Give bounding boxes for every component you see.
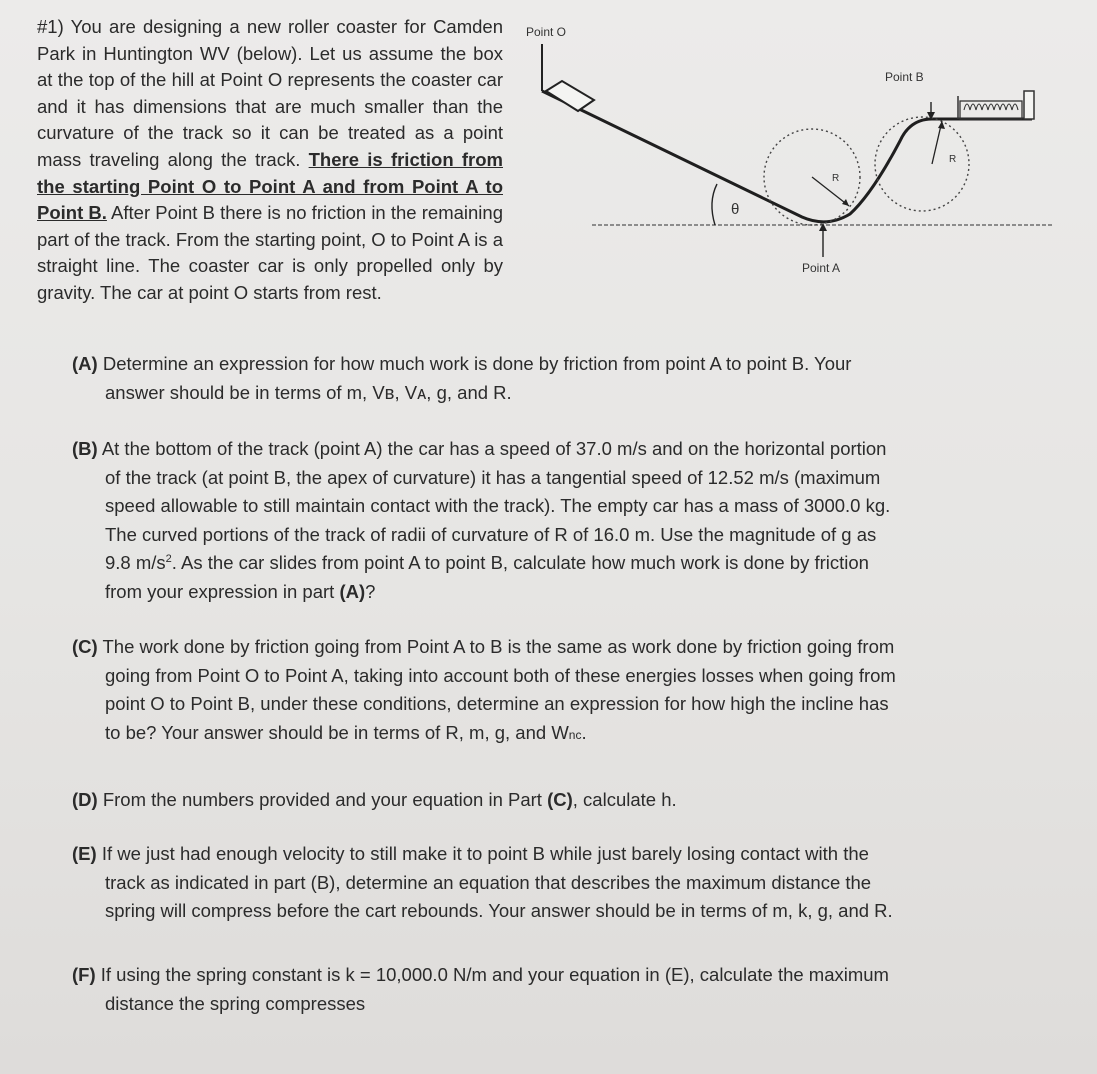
- gravity-exponent: 2: [165, 553, 172, 566]
- question-a-label: (A): [72, 353, 98, 374]
- question-c-line3: point O to Point B, under these conditions, determine an expression for how high the incline has: [105, 693, 889, 715]
- question-c-line1: The work done by friction going from Point A to B is the same as work done by friction going from: [102, 636, 895, 657]
- question-c: [72, 633, 1042, 749]
- question-b-line1: At the bottom of the track (point A) the car has a speed of 37.0 m/s and on the horizontal portion: [101, 438, 887, 459]
- question-b: [72, 435, 1042, 607]
- question-c-line2: going from Point O to Point A, taking into account both of these energies losses when going from: [105, 664, 896, 686]
- question-e-label: (E): [72, 843, 97, 864]
- question-c-subscript: nc: [568, 727, 582, 742]
- question-d-ref: (C): [547, 789, 573, 810]
- label-theta: θ: [731, 201, 740, 218]
- intro-friction-statement: There is friction from the starting Point O to Point A and from Point A to Point B.: [37, 148, 503, 224]
- label-radius-b: R: [949, 154, 957, 165]
- problem-intro: [37, 14, 503, 307]
- question-f-label: (F): [72, 964, 96, 985]
- radius-arrowhead-b: [938, 121, 945, 129]
- intro-text-1: #1) You are designing a new roller coaster for Camden Park in Huntington WV (below). Let us assume the box at the top of the hill at Point O represents the coaster car and it has dimensions that are much smaller than the curvature of the track so it can be treated as a point mass traveling along the track.: [37, 16, 503, 170]
- question-b-ref: (A): [339, 580, 366, 602]
- question-f: [72, 961, 1042, 1018]
- question-b-line3: speed allowable to still maintain contact with the track). The empty car has a mass of 3000.0 kg.: [105, 495, 891, 517]
- question-b-end: ?: [365, 580, 376, 602]
- radius-arrowhead-a: [842, 199, 849, 206]
- spring: [964, 104, 1018, 110]
- question-a-line1: Determine an expression for how much work is done by friction from point A to point B. Your: [102, 353, 852, 374]
- question-e-line1: If we just had enough velocity to still make it to point B while just barely losing contact with the: [101, 843, 869, 864]
- question-d-label: (D): [72, 789, 98, 810]
- question-b-line5: . As the car slides from point A to point B, calculate how much work is done by friction: [171, 552, 869, 574]
- label-radius-a: R: [832, 173, 840, 184]
- question-e-line2: track as indicated in part (B), determine an equation that describes the maximum distance the: [105, 871, 872, 893]
- question-c-line4: to be? Your answer should be in terms of R, m, g, and W: [105, 721, 569, 743]
- diagram-svg: [512, 14, 1060, 299]
- question-b-line4: The curved portions of the track of radii of curvature of R of 16.0 m. Use the magnitude of g as: [105, 523, 877, 545]
- spring-wall: [1024, 91, 1034, 119]
- question-b-line6: from your expression in part: [105, 580, 340, 602]
- question-a-line2: answer should be in terms of m, Vʙ, Vᴀ, g, and R.: [105, 381, 512, 403]
- question-f-line1: If using the spring constant is k = 10,000.0 N/m and your equation in (E), calculate the maximum: [100, 964, 889, 985]
- point-a-pointer-head: [819, 223, 827, 231]
- question-d-line1: From the numbers provided and your equation in Part: [102, 789, 548, 810]
- question-e: [72, 840, 1042, 926]
- question-d: [72, 786, 1042, 815]
- label-point-a: Point A: [802, 261, 841, 275]
- question-c-label: (C): [72, 636, 98, 657]
- question-a: [72, 350, 1042, 407]
- question-b-line2: of the track (at point B, the apex of curvature) it has a tangential speed of 12.52 m/s (maximum: [105, 466, 881, 488]
- theta-arc: [712, 184, 717, 225]
- question-c-end: .: [581, 721, 587, 743]
- question-f-line2: distance the spring compresses: [105, 992, 366, 1014]
- gravity-value: 9.8 m/s: [105, 552, 166, 574]
- coaster-car: [546, 81, 594, 111]
- label-point-b: Point B: [885, 70, 924, 84]
- question-d-end: , calculate h.: [572, 789, 677, 810]
- label-point-o: Point O: [526, 25, 567, 39]
- question-e-line3: spring will compress before the cart rebounds. Your answer should be in terms of m, k, g, and R.: [105, 900, 893, 922]
- roller-coaster-diagram: [512, 14, 1060, 299]
- intro-text-2: After Point B there is no friction in the remaining part of the track. From the starting point, O to Point A is a straight line. The coaster car is only propelled only by gravity. The car at point O starts from rest.: [37, 202, 503, 303]
- radius-arrow-a: [812, 177, 849, 206]
- question-b-label: (B): [72, 438, 98, 459]
